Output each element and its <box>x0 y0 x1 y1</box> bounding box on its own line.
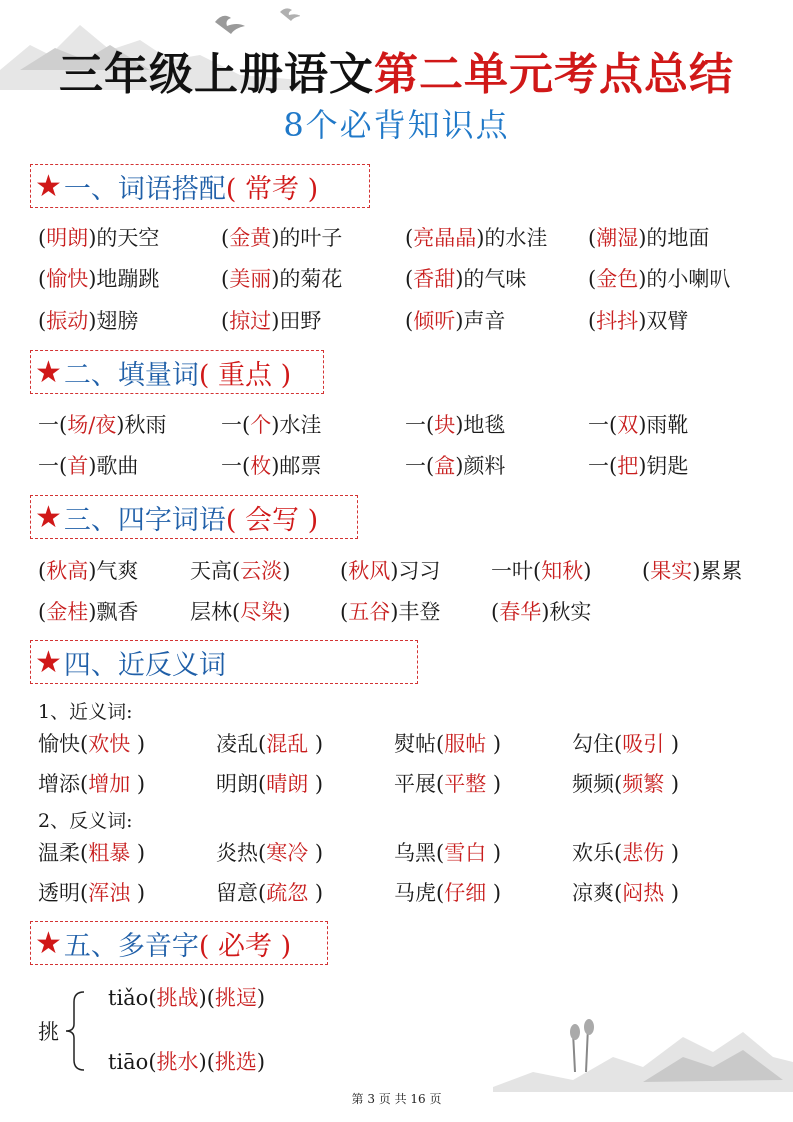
collocation-item: (明朗)的天空 <box>38 226 160 250</box>
measure-word-item: 一(枚)邮票 <box>221 454 322 478</box>
idiom-item: 天高(云淡) <box>190 559 291 583</box>
section-heading-5 <box>30 921 328 965</box>
antonym-label: 2、反义词: <box>38 810 133 832</box>
measure-word-item: 一(盒)颜料 <box>405 454 506 478</box>
page-footer: 第 3 页 共 16 页 <box>351 1092 442 1106</box>
page-title <box>0 38 793 102</box>
idiom-item: 一叶(知秋) <box>491 559 592 583</box>
polyphone-reading-2: tiāo(挑水)(挑选) <box>108 1050 266 1074</box>
antonym-item: 温柔(粗暴 ) <box>38 841 146 865</box>
idiom-item: (秋风)习习 <box>340 559 441 583</box>
idiom-item: (金桂)飘香 <box>38 600 139 624</box>
section-title: 四、近反义词 <box>63 649 226 681</box>
antonym-item: 炎热(寒冷 ) <box>216 841 324 865</box>
section-heading-2 <box>30 350 324 394</box>
measure-word-item: 一(首)歌曲 <box>38 454 139 478</box>
synonym-item: 平展(平整 ) <box>394 772 502 796</box>
synonym-item: 增添(增加 ) <box>38 772 146 796</box>
antonym-row-2 <box>38 877 793 911</box>
mountain-decoration-bottom <box>493 1002 793 1092</box>
idiom-row-1 <box>38 555 793 589</box>
idiom-item: (五谷)丰登 <box>340 600 441 624</box>
star-icon: ★ <box>35 499 62 535</box>
collocation-item: (亮晶晶)的水洼 <box>405 226 548 250</box>
synonym-item: 愉快(欢快 ) <box>38 732 146 756</box>
synonym-item: 勾住(吸引 ) <box>572 732 680 756</box>
antonym-item: 留意(疏忽 ) <box>216 881 324 905</box>
antonym-item: 透明(浑浊 ) <box>38 881 146 905</box>
section-title: 五、多音字 <box>63 930 199 962</box>
antonym-row-1 <box>38 837 793 871</box>
measure-word-item: 一(场/夜)秋雨 <box>38 413 167 437</box>
idiom-row-2 <box>38 596 793 630</box>
collocation-item: (潮湿)的地面 <box>588 226 710 250</box>
idiom-item: (春华)秋实 <box>491 600 592 624</box>
collocation-item: (抖抖)双臂 <box>588 309 689 333</box>
section-note: ( 必考 ) <box>198 930 292 962</box>
collocation-row-2 <box>38 263 793 297</box>
synonym-item: 频频(频繁 ) <box>572 772 680 796</box>
section-heading-4 <box>30 640 418 684</box>
synonym-row-2 <box>38 768 793 802</box>
pinyin: tiāo <box>108 1050 149 1074</box>
synonym-item: 熨帖(服帖 ) <box>394 732 502 756</box>
antonym-item: 马虎(仔细 ) <box>394 881 502 905</box>
section-note: ( 常考 ) <box>225 173 319 205</box>
synonym-item: 凌乱(混乱 ) <box>216 732 324 756</box>
collocation-item: (香甜)的气味 <box>405 267 527 291</box>
section-note: ( 会写 ) <box>225 504 319 536</box>
measure-word-item: 一(双)雨靴 <box>588 413 689 437</box>
collocation-item: (美丽)的菊花 <box>221 267 343 291</box>
collocation-item: (金色)的小喇叭 <box>588 267 731 291</box>
polyphone-character: 挑 <box>38 1020 59 1044</box>
collocation-item: (振动)翅膀 <box>38 309 139 333</box>
collocation-item: (掠过)田野 <box>221 309 322 333</box>
section-heading-3 <box>30 495 358 539</box>
measure-word-item: 一(块)地毯 <box>405 413 506 437</box>
idiom-item: 层林(尽染) <box>190 600 291 624</box>
section-title: 一、词语搭配 <box>63 173 226 205</box>
measure-word-item: 一(个)水洼 <box>221 413 322 437</box>
collocation-item: (愉快)地蹦跳 <box>38 267 160 291</box>
section-title: 三、四字词语 <box>63 504 226 536</box>
antonym-item: 凉爽(闷热 ) <box>572 881 680 905</box>
collocation-row-1 <box>38 222 793 256</box>
measure-word-row-1 <box>38 409 793 443</box>
section-title: 二、填量词 <box>63 359 199 391</box>
brace-icon <box>58 990 88 1072</box>
pinyin: tiǎo <box>108 986 149 1010</box>
collocation-row-3 <box>38 305 793 339</box>
page-subtitle: 8个必背知识点 <box>283 106 510 144</box>
section-note: ( 重点 ) <box>198 359 292 391</box>
polyphone-reading-1: tiǎo(挑战)(挑逗) <box>108 986 266 1010</box>
antonym-item: 欢乐(悲伤 ) <box>572 841 680 865</box>
star-icon: ★ <box>35 644 62 680</box>
measure-word-item: 一(把)钥匙 <box>588 454 689 478</box>
collocation-item: (金黄)的叶子 <box>221 226 343 250</box>
synonym-item: 明朗(晴朗 ) <box>216 772 324 796</box>
star-icon: ★ <box>35 925 62 961</box>
synonym-label: 1、近义词: <box>38 701 133 723</box>
title-part-black: 三年级上册语文 <box>59 49 374 100</box>
star-icon: ★ <box>35 168 62 204</box>
antonym-item: 乌黑(雪白 ) <box>394 841 502 865</box>
idiom-item: (秋高)气爽 <box>38 559 139 583</box>
title-part-red: 第二单元考点总结 <box>374 49 734 100</box>
idiom-item: (果实)累累 <box>642 559 743 583</box>
section-heading-1 <box>30 164 370 208</box>
synonym-row-1 <box>38 728 793 762</box>
measure-word-row-2 <box>38 450 793 484</box>
collocation-item: (倾听)声音 <box>405 309 506 333</box>
star-icon: ★ <box>35 354 62 390</box>
